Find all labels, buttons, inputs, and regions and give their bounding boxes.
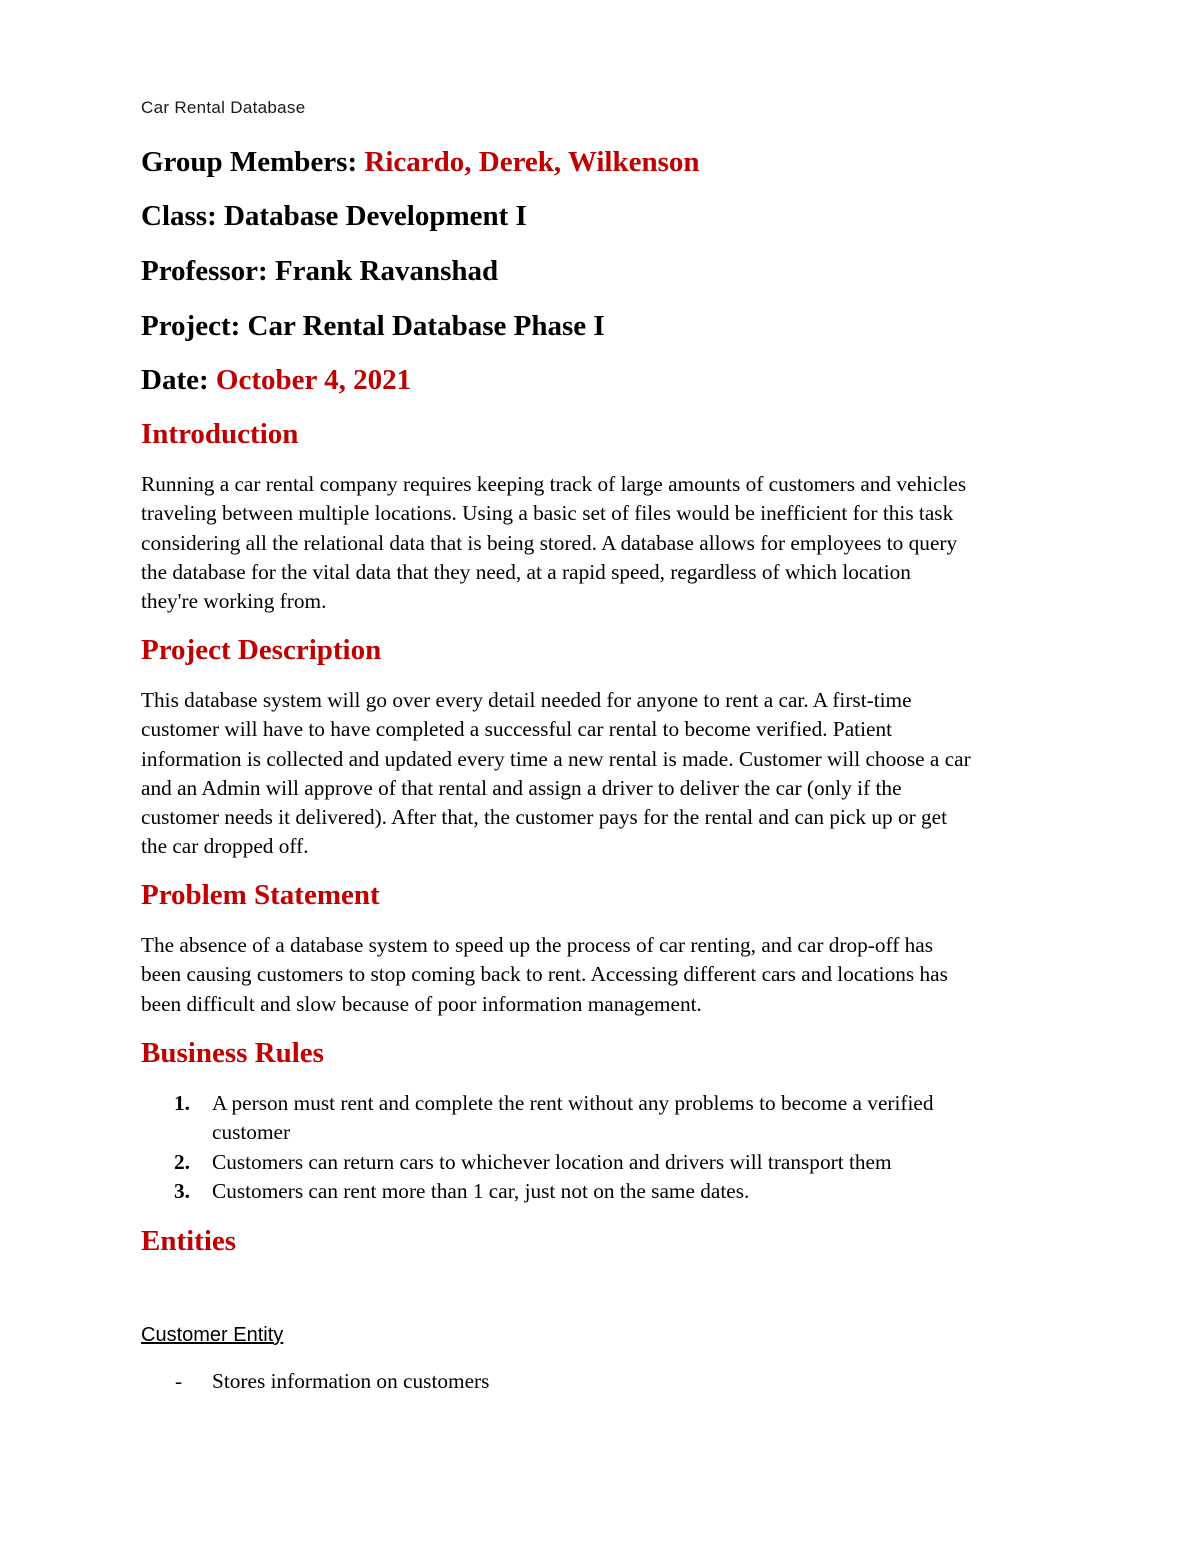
list-item-text: Customers can return cars to whichever location and drivers will transport them [212, 1149, 892, 1174]
page-header: Car Rental Database [141, 98, 306, 117]
paragraph-line: Running a car rental company requires keeping track of large amounts of customers and vehicles [141, 472, 967, 496]
list-number: 1. [174, 1091, 190, 1115]
group-members-line [141, 144, 700, 180]
problem-statement-paragraph [141, 931, 1066, 1019]
group-members-value: Ricardo, Derek, Wilkenson [364, 146, 700, 178]
list-item [141, 1148, 1066, 1177]
list-item-text: customer [212, 1120, 291, 1145]
entities-heading: Entities [141, 1225, 237, 1257]
list-item [141, 1089, 1066, 1148]
business-rules-list [141, 1089, 1066, 1206]
customer-entity-title: Customer Entity [141, 1324, 284, 1346]
business-rules-heading: Business Rules [141, 1037, 324, 1069]
paragraph-line: information is collected and updated every time a new rental is made. Customer will choose a car [141, 746, 971, 771]
project-description-heading: Project Description [141, 634, 382, 666]
paragraph-line: the car dropped off. [141, 834, 309, 859]
introduction-heading: Introduction [141, 418, 299, 450]
paragraph-line: considering all the relational data that is being stored. A database allows for employees to query [141, 530, 958, 555]
paragraph-line: and an Admin will approve of that rental and assign a driver to deliver the car (only if the [141, 775, 902, 800]
date-value: October 4, 2021 [215, 364, 412, 396]
list-number: 3. [174, 1178, 190, 1203]
bullet-text: Stores information on customers [212, 1369, 490, 1393]
bullet-dash: - [175, 1369, 183, 1393]
paragraph-line: traveling between multiple locations. Using a basic set of files would be inefficient for this task [141, 501, 954, 526]
project-line: Project: Car Rental Database Phase I [141, 310, 605, 342]
professor-line: Professor: Frank Ravanshad [141, 255, 499, 287]
project-description-paragraph [141, 686, 1066, 862]
paragraph-line: customer needs it delivered). After that, the customer pays for the rental and can pick up or get [141, 805, 948, 830]
paragraph-line: The absence of a database system to speed up the process of car renting, and car drop-off has [141, 933, 934, 957]
introduction-paragraph [141, 470, 1066, 616]
list-item [141, 1177, 1066, 1206]
class-line: Class: Database Development I [141, 200, 527, 232]
date-label: Date: [141, 364, 216, 396]
list-item-text: Customers can rent more than 1 car, just not on the same dates. [212, 1178, 750, 1203]
list-number: 2. [174, 1149, 190, 1174]
paragraph-line: been causing customers to stop coming back to rent. Accessing different cars and locations has [141, 962, 948, 987]
paragraph-line: This database system will go over every detail needed for anyone to rent a car. A first-time [141, 688, 912, 712]
group-members-label: Group Members: [141, 146, 365, 178]
paragraph-line: the database for the vital data that they need, at a rapid speed, regardless of which location [141, 559, 911, 584]
list-item-text: A person must rent and complete the rent without any problems to become a verified [212, 1091, 934, 1115]
paragraph-line: been difficult and slow because of poor information management. [141, 991, 702, 1016]
date-line [141, 362, 411, 398]
paragraph-line: they're working from. [141, 589, 327, 614]
problem-statement-heading: Problem Statement [141, 879, 380, 911]
paragraph-line: customer will have to have completed a successful car rental to become verified. Patient [141, 717, 893, 742]
